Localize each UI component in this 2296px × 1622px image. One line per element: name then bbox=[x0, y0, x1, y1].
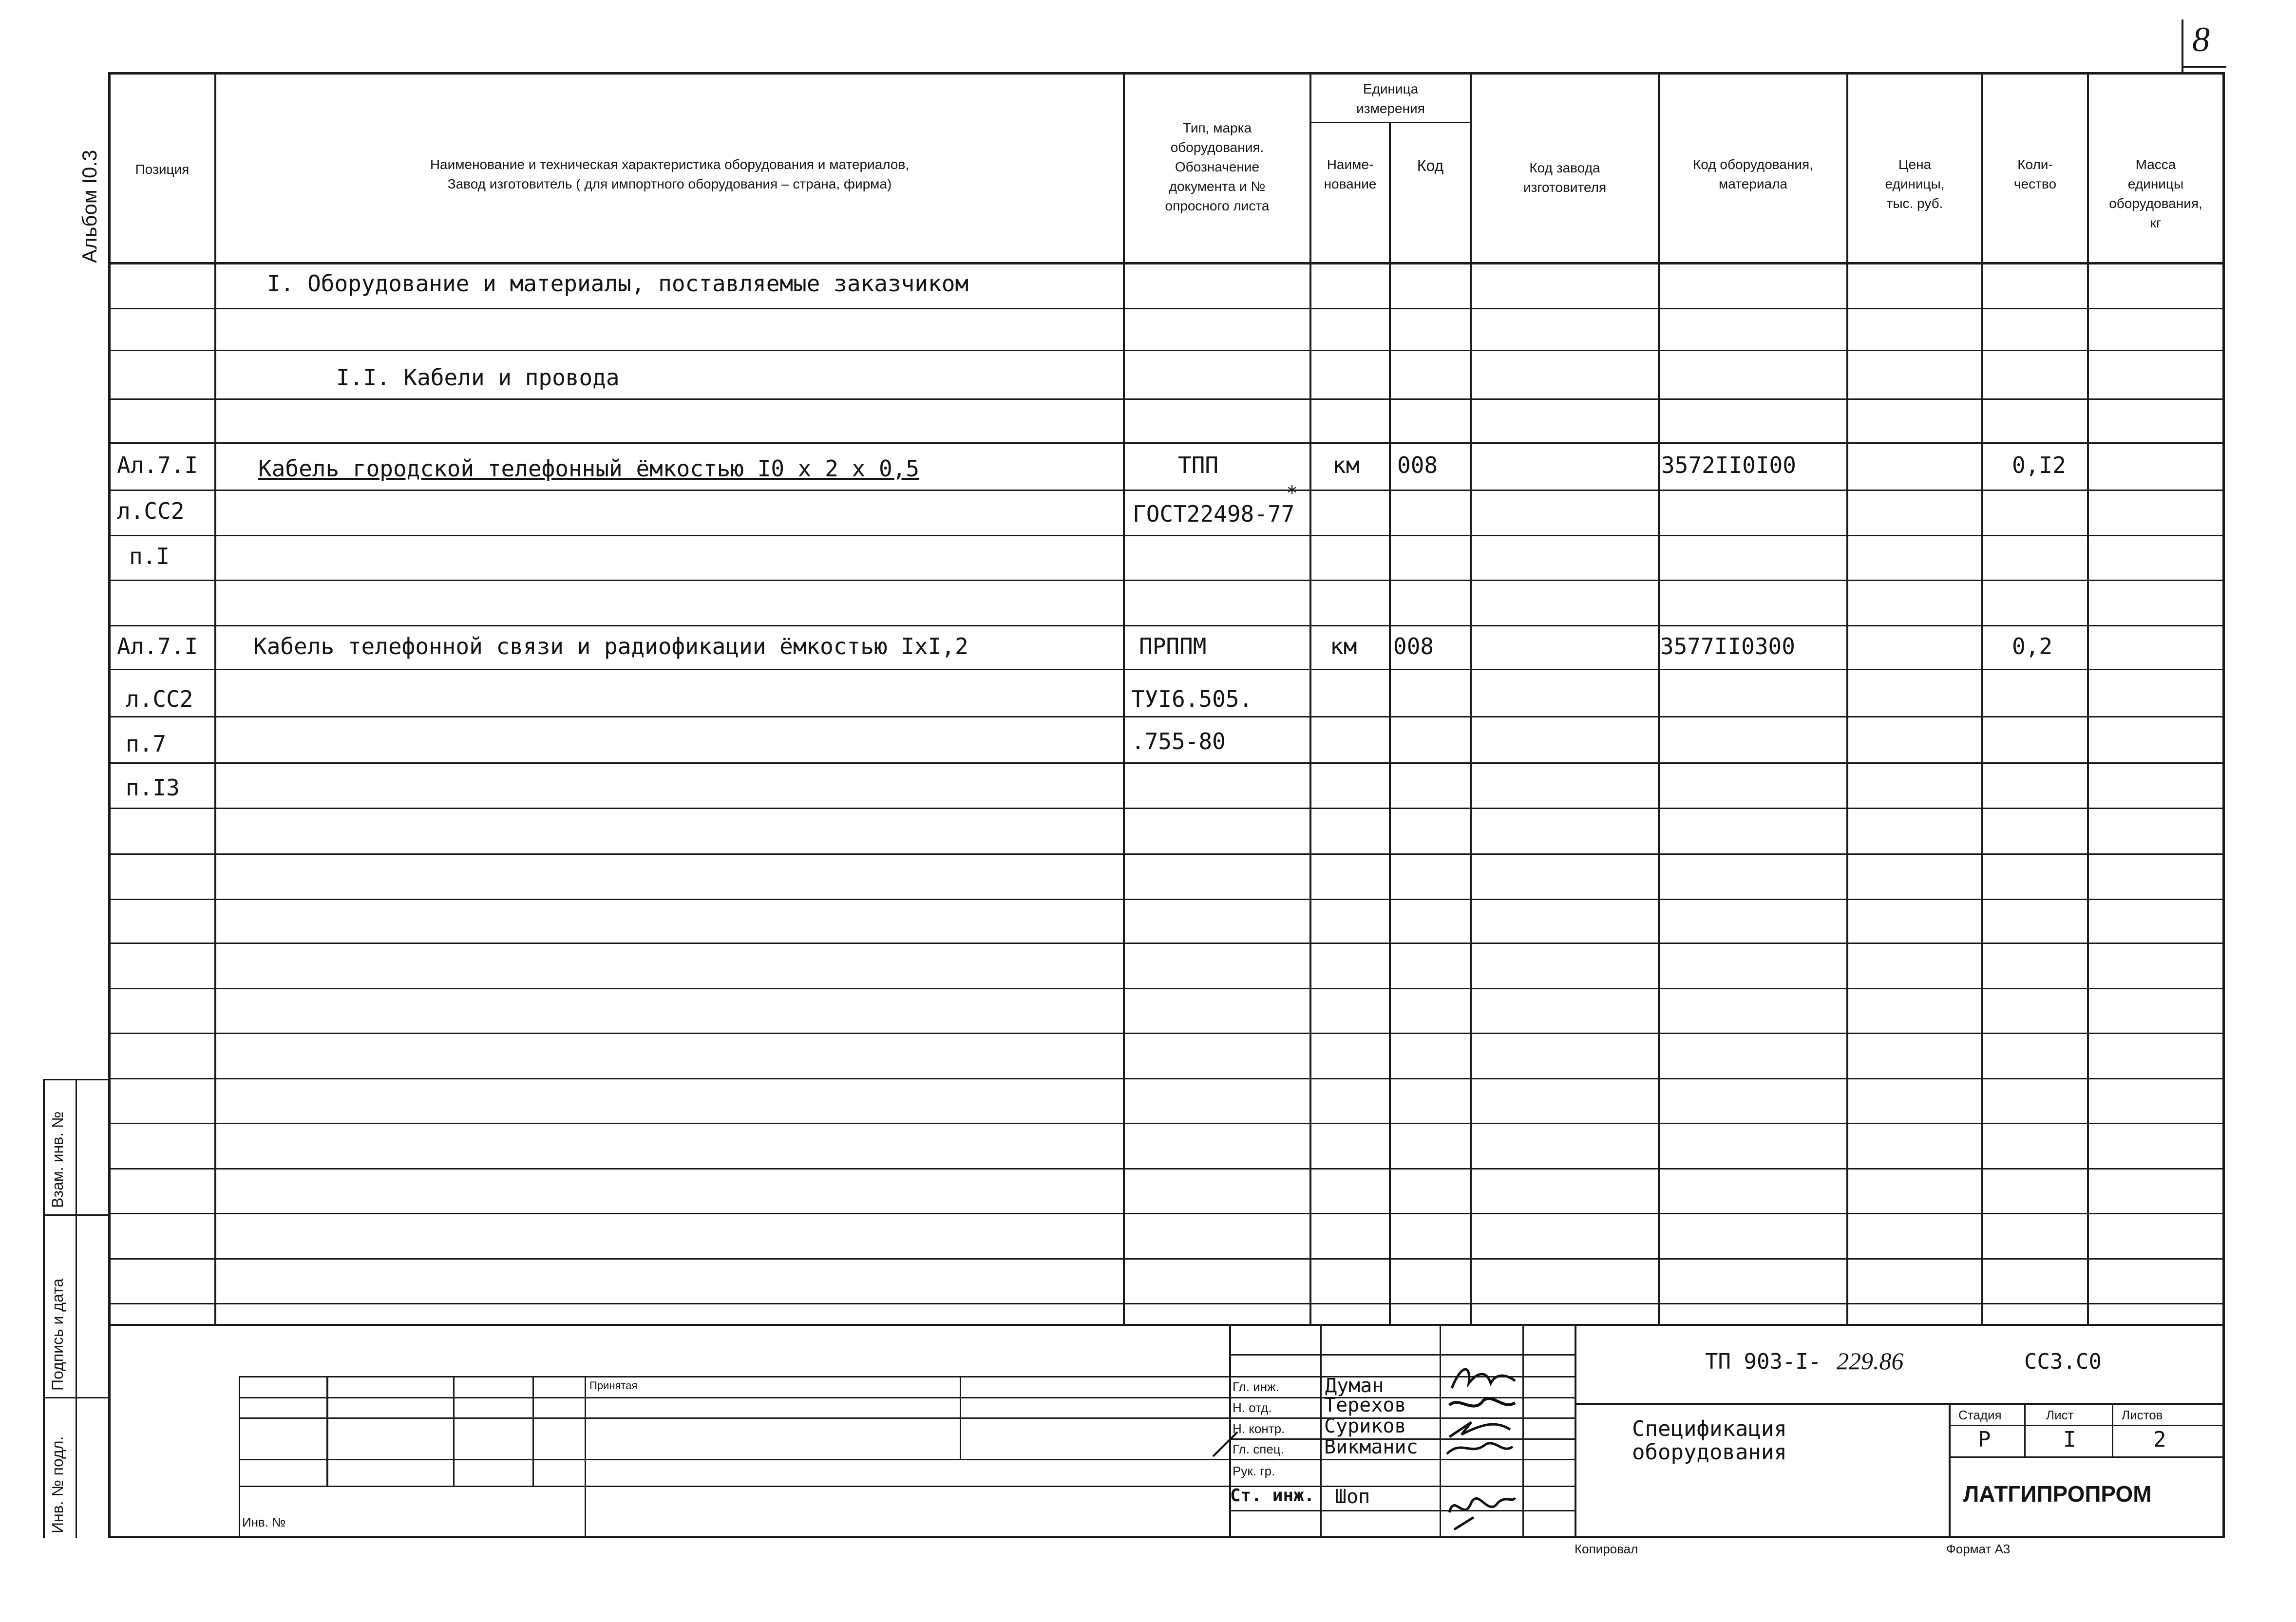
accepted-label: Принятая bbox=[589, 1379, 638, 1392]
row-position: Ал.7.I bbox=[117, 452, 198, 478]
stamp-inv-original: Инв. № подл. bbox=[49, 1436, 66, 1533]
name-duman: Думан bbox=[1325, 1375, 1384, 1397]
row-type: ПРППМ bbox=[1139, 633, 1207, 660]
header-price bbox=[1848, 155, 1981, 213]
signature-5 bbox=[1444, 1483, 1518, 1532]
header-mass-line: Масса bbox=[2135, 157, 2176, 172]
header-type-line: документа и № bbox=[1169, 179, 1266, 194]
sheet-code: СС3.С0 bbox=[2024, 1349, 2102, 1374]
header-unit-name-line: нование bbox=[1324, 176, 1377, 191]
header-plant-code-line: Код завода bbox=[1529, 160, 1600, 175]
row-type: ГОСТ22498-77 bbox=[1133, 501, 1295, 527]
header-name-line1: Наименование и техническая характеристика оборудования и материалов, bbox=[430, 157, 910, 172]
row-type: ТУI6.505. bbox=[1131, 686, 1253, 712]
header-plant-code-line: изготовителя bbox=[1523, 180, 1607, 195]
header-price-line: единицы, bbox=[1885, 176, 1945, 191]
header-price-line: тыс. руб. bbox=[1886, 196, 1943, 211]
header-name-line2: Завод изготовитель ( для импортного оборудования – страна, фирма) bbox=[447, 176, 892, 191]
header-name bbox=[216, 155, 1123, 194]
header-equip-code-line: Код оборудования, bbox=[1693, 157, 1813, 172]
signature-4 bbox=[1442, 1437, 1515, 1461]
row-equip: 3577II0300 bbox=[1660, 633, 1795, 660]
sheet-label: Лист bbox=[2046, 1408, 2074, 1422]
inv-no-label: Инв. № bbox=[242, 1515, 286, 1529]
sheet-value: I bbox=[2063, 1427, 2076, 1452]
role-senior-engineer: Ст. инж. bbox=[1230, 1486, 1315, 1506]
header-price-line: Цена bbox=[1898, 157, 1932, 172]
section-heading: I. Оборудование и материалы, поставляемые заказчиком bbox=[267, 270, 969, 297]
row-position: п.I bbox=[129, 543, 170, 569]
row-qty: 0,2 bbox=[2012, 633, 2053, 660]
header-unit-name-line: Наиме- bbox=[1327, 157, 1374, 172]
album-label: Альбом I0.3 bbox=[78, 150, 101, 263]
row-qty: 0,I2 bbox=[2012, 452, 2066, 478]
slash-mark bbox=[1211, 1430, 1240, 1459]
header-plant-code bbox=[1472, 158, 1658, 197]
doc-title bbox=[1632, 1417, 1787, 1464]
header-unit-group bbox=[1311, 79, 1470, 118]
role-dept-head: Н. отд. bbox=[1233, 1400, 1272, 1415]
name-vikmanis: Викманис bbox=[1324, 1436, 1418, 1458]
header-mass bbox=[2089, 155, 2222, 233]
header-unit-code: Код bbox=[1417, 157, 1444, 174]
role-norm-control: Н. контр. bbox=[1233, 1421, 1285, 1436]
sheets-label: Листов bbox=[2122, 1408, 2163, 1422]
row-position: Ал.7.I bbox=[117, 633, 198, 660]
header-qty-line: Коли- bbox=[2017, 157, 2053, 172]
header-type-line: Обозначение bbox=[1175, 159, 1260, 174]
header-type-line: опросного листа bbox=[1165, 198, 1270, 213]
doc-code-handwritten: 229.86 bbox=[1837, 1347, 1904, 1375]
row-type: .755-80 bbox=[1131, 728, 1226, 754]
doc-code: ТП 903-I- bbox=[1705, 1349, 1822, 1374]
header-unit-group-line: измерения bbox=[1356, 101, 1425, 116]
role-chief-engineer: Гл. инж. bbox=[1233, 1379, 1279, 1394]
row-position: п.7 bbox=[126, 731, 167, 757]
stamp-signature-date: Подпись и дата bbox=[49, 1278, 66, 1391]
stamp-replaced-inv: Взам. инв. № bbox=[49, 1111, 66, 1208]
doc-title-line1: Спецификация bbox=[1632, 1416, 1787, 1441]
header-qty-line: чество bbox=[2013, 176, 2057, 191]
header-type-line: оборудования. bbox=[1170, 140, 1264, 155]
stage-value: Р bbox=[1978, 1427, 1991, 1452]
sheets-value: 2 bbox=[2153, 1427, 2166, 1452]
stage-label: Стадия bbox=[1958, 1408, 2002, 1422]
header-unit-name bbox=[1311, 155, 1389, 194]
header-mass-line: кг bbox=[2150, 215, 2162, 230]
format-label: Формат А3 bbox=[1946, 1542, 2011, 1556]
role-group-lead: Рук. гр. bbox=[1233, 1464, 1275, 1478]
row-position: л.СС2 bbox=[117, 498, 185, 524]
role-chief-specialist: Гл. спец. bbox=[1233, 1442, 1284, 1456]
page-number: 8 bbox=[2192, 20, 2210, 59]
org-name: ЛАТГИПРОПРОМ bbox=[1963, 1481, 2152, 1507]
header-unit-group-line: Единица bbox=[1363, 81, 1419, 96]
header-mass-line: единицы bbox=[2127, 176, 2184, 191]
header-type-line: Тип, марка bbox=[1182, 120, 1252, 135]
header-type bbox=[1125, 118, 1309, 216]
row-unit: км bbox=[1332, 452, 1360, 478]
row-position: п.I3 bbox=[126, 774, 180, 801]
doc-title-line2: оборудования bbox=[1632, 1440, 1787, 1465]
row-name: Кабель городской телефонный ёмкостью I0 х 2 х 0,5 bbox=[258, 455, 920, 482]
header-equip-code-line: материала bbox=[1719, 176, 1787, 191]
copied-label: Копировал bbox=[1575, 1542, 1638, 1556]
row-type: ТПП bbox=[1178, 452, 1219, 478]
row-equip: 3572II0I00 bbox=[1661, 452, 1796, 478]
row-unit: км bbox=[1330, 633, 1357, 660]
row-code: 008 bbox=[1397, 452, 1438, 478]
row-name: Кабель телефонной связи и радиофикации ёмкостью IхI,2 bbox=[253, 633, 968, 660]
name-shop: Шоп bbox=[1335, 1486, 1370, 1508]
row-code: 008 bbox=[1393, 633, 1434, 660]
name-surikov: Суриков bbox=[1324, 1415, 1406, 1437]
header-qty bbox=[1983, 155, 2087, 194]
subsection-heading: I.I. Кабели и провода bbox=[336, 364, 620, 391]
name-terekhov: Терехов bbox=[1324, 1394, 1406, 1416]
footnote-mark: * bbox=[1286, 482, 1298, 505]
header-equip-code bbox=[1660, 155, 1846, 194]
row-position: л.СС2 bbox=[126, 686, 193, 712]
header-mass-line: оборудования, bbox=[2109, 196, 2202, 211]
header-position: Позиция bbox=[135, 162, 190, 177]
